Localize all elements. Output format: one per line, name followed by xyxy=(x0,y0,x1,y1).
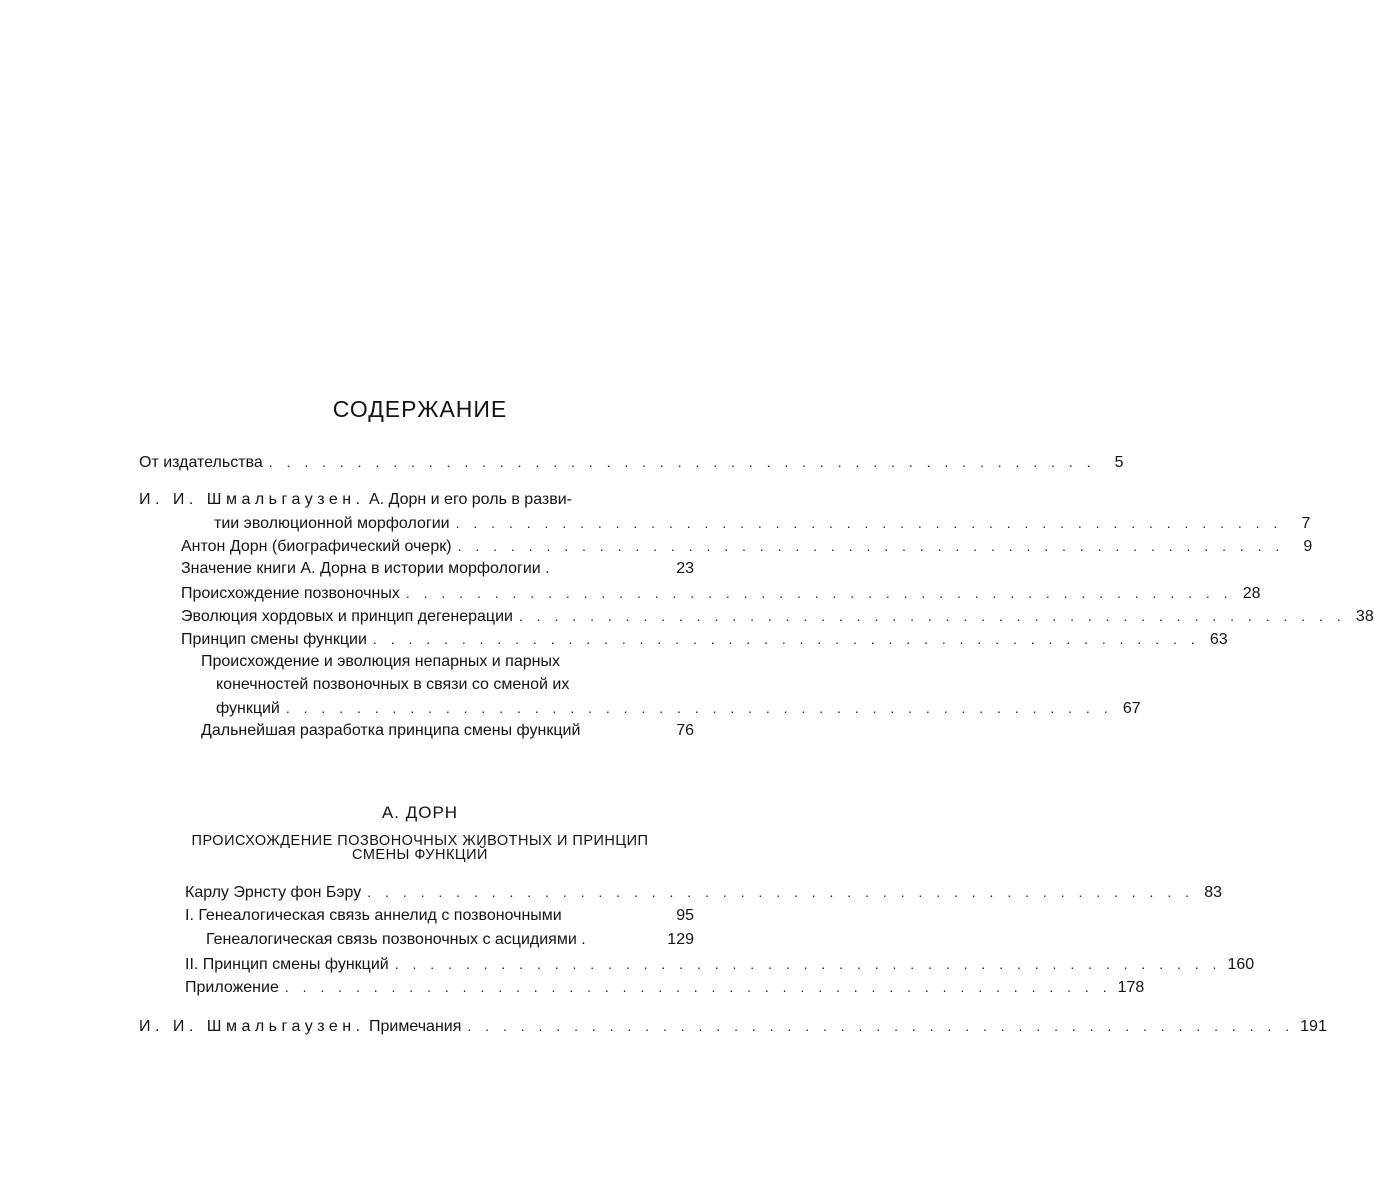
toc-entry xyxy=(206,929,694,951)
toc-entry xyxy=(185,953,1255,976)
toc-page-number: 76 xyxy=(676,722,694,739)
toc-entry-text xyxy=(139,1016,461,1038)
toc-entry-text: I. Генеалогическая связь аннелид с позвоночными xyxy=(185,907,562,924)
toc-entry-text: Происхождение позвоночных xyxy=(181,585,400,602)
dot-leader: . . . . . . . . . . . . . . . . . . . . . . . . . . . . . . . . . . . . . . . . . . . . . . . xyxy=(268,454,1096,470)
dot-leader: . . . . . . . . . . . . . . . . . . . . . . . . . . . . . . . . . . . . . . . . . . . . . . . xyxy=(455,515,1283,531)
dot-leader: . . . . . . . . . . . . . . . . . . . . . . . . . . . . . . . . . . . . . . . . . . . . . . . xyxy=(394,956,1222,972)
toc-page-number: 160 xyxy=(1227,956,1255,973)
toc-entry xyxy=(181,605,1374,628)
dot-leader: . . . . . . . . . . . . . . . . . . . . . . . . . . . . . . . . . . . . . . . . . . . . . . . xyxy=(285,700,1113,716)
part-book-title-line: СМЕНЫ ФУНКЦИЙ xyxy=(352,847,488,863)
toc-page-number: 5 xyxy=(1114,454,1124,471)
toc-page-number: 28 xyxy=(1242,585,1261,602)
toc-entry xyxy=(181,628,1228,651)
toc-entry xyxy=(181,558,694,580)
toc-page-number: 129 xyxy=(667,931,694,948)
toc-page-number: 95 xyxy=(676,907,694,924)
part-author-heading: А. ДОРН xyxy=(381,803,459,822)
toc-entry xyxy=(139,451,1124,474)
toc-entry-text: Антон Дорн (биографический очерк) xyxy=(181,538,452,555)
dot-leader: . . . . . . . . . . . . . . . . . . . . . . . . . . . . . . . . . . . . . . . . . . . . . . . xyxy=(284,979,1112,995)
toc-entry xyxy=(185,976,1145,999)
toc-page-number: 63 xyxy=(1209,631,1228,648)
toc-entry xyxy=(185,905,694,927)
dot-leader: . . . . . . . . . . . . . . . . . . . . . . . . . . . . . . . . . . . . . . . . . . . . . . . xyxy=(372,631,1200,647)
toc-page-number: 83 xyxy=(1204,884,1223,901)
toc-page-number: 191 xyxy=(1300,1018,1327,1035)
toc-page-number: 7 xyxy=(1301,515,1311,532)
dot-leader: . . . . . . . . . . . . . . . . . . . . . . . . . . . . . . . . . . . . . . . . . . . . . . . xyxy=(518,608,1346,624)
toc-page-number: 67 xyxy=(1122,700,1141,717)
toc-entry-text: функций xyxy=(216,700,280,717)
dot-leader: . . . . . . . . . . . . . . . . . . . . . . . . . . . . . . . . . . . . . . . . . . . . . . . xyxy=(367,884,1195,900)
toc-page-number: 178 xyxy=(1117,979,1145,996)
toc-entry-text: Значение книги А. Дорна в истории морфологии . xyxy=(181,560,550,577)
toc-entry xyxy=(201,720,694,742)
toc-entry-text: Карлу Эрнсту фон Бэру xyxy=(185,884,362,901)
toc-entry-text: II. Принцип смены функций xyxy=(185,956,389,973)
toc-entry-author: И. И. Шмальгаузен. xyxy=(139,1018,365,1035)
toc-entry xyxy=(181,535,1313,558)
toc-entry-line: конечностей позвоночных в связи со сменой их xyxy=(216,676,570,693)
toc-entry-text: Приложение xyxy=(185,979,279,996)
toc-entry-author-line xyxy=(139,489,572,511)
toc-entry xyxy=(214,512,1311,535)
part-book-title xyxy=(0,834,840,862)
dot-leader: . . . . . . . . . . . . . . . . . . . . . . . . . . . . . . . . . . . . . . . . . . . . . . . xyxy=(405,585,1233,601)
toc-page-number: 9 xyxy=(1303,538,1313,555)
toc-entry-text: Дальнейшая разработка принципа смены функций xyxy=(201,722,581,739)
toc-entry-text: Генеалогическая связь позвоночных с асцидиями . xyxy=(206,931,586,948)
toc-page-number: 38 xyxy=(1355,608,1374,625)
toc-entry xyxy=(139,1015,1327,1038)
toc-entry-line: Происхождение и эволюция непарных и парных xyxy=(201,653,560,670)
toc-entry-title: Примечания xyxy=(369,1018,462,1035)
toc-entry-text: Принцип смены функции xyxy=(181,631,367,648)
part-book-title-line: ПРОИСХОЖДЕНИЕ ПОЗВОНОЧНЫХ ЖИВОТНЫХ И ПРИНЦИП xyxy=(191,833,649,849)
toc-entry-text: тии эволюционной морфологии xyxy=(214,515,450,532)
page-title: СОДЕРЖАНИЕ xyxy=(332,396,508,422)
toc-entry-text: От издательства xyxy=(139,454,263,471)
dot-leader: . . . . . . . . . . . . . . . . . . . . . . . . . . . . . . . . . . . . . . . . . . . . . . . xyxy=(457,538,1285,554)
dot-leader: . . . . . . . . . . . . . . . . . . . . . . . . . . . . . . . . . . . . . . . . . . . . . . . xyxy=(467,1018,1295,1034)
toc-page-number: 23 xyxy=(676,560,694,577)
toc-entry xyxy=(181,582,1261,605)
toc-entry xyxy=(216,697,1141,720)
toc-entry-text: Эволюция хордовых и принцип дегенерации xyxy=(181,608,513,625)
toc-entry-author: И. И. Шмальгаузен. xyxy=(139,491,365,508)
toc-entry xyxy=(185,881,1223,904)
toc-entry-text: А. Дорн и его роль в разви- xyxy=(369,491,573,508)
